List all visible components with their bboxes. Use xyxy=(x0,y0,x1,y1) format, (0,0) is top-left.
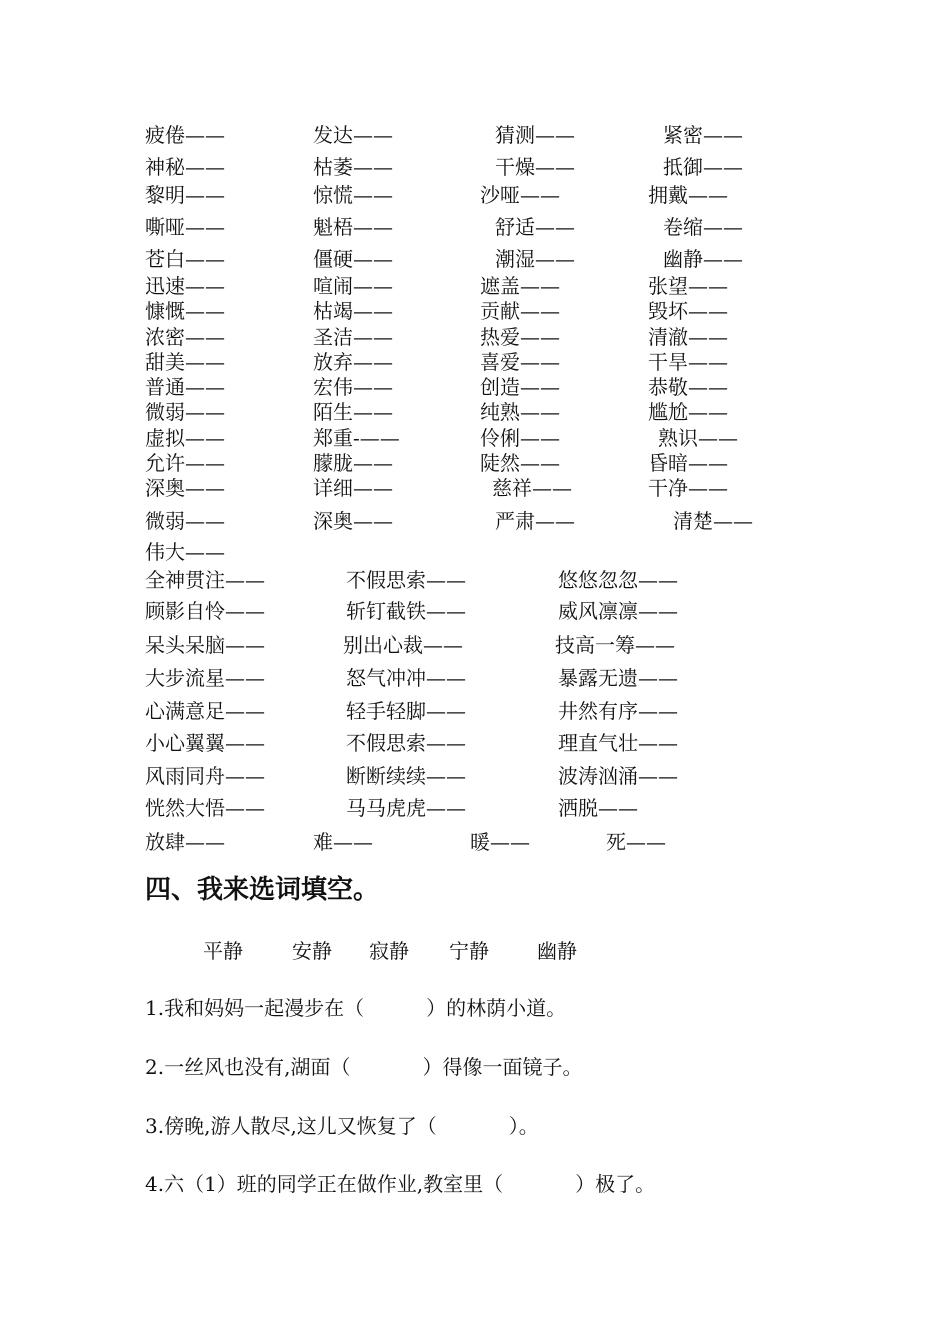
antonym-item: 沙哑—— xyxy=(480,183,560,207)
idiom-row xyxy=(0,663,950,693)
idiom-item: 全神贯注—— xyxy=(145,568,265,592)
antonym-item: 热爱—— xyxy=(480,325,560,349)
antonym-item: 微弱—— xyxy=(145,509,225,533)
idiom-item: 怒气冲冲—— xyxy=(346,666,466,690)
antonym-item: 死—— xyxy=(606,830,666,854)
antonym-item: 卷缩—— xyxy=(663,215,743,239)
idiom-row xyxy=(0,630,950,660)
antonym-item: 虚拟—— xyxy=(145,426,225,450)
antonym-row xyxy=(0,506,950,536)
antonym-item: 迅速—— xyxy=(145,274,225,298)
antonym-item: 难—— xyxy=(313,830,373,854)
antonym-item: 舒适—— xyxy=(495,215,575,239)
antonym-item: 紧密—— xyxy=(663,123,743,147)
idiom-item: 小心翼翼—— xyxy=(145,731,265,755)
idiom-item: 大步流星—— xyxy=(145,666,265,690)
idiom-item: 风雨同舟—— xyxy=(145,764,265,788)
antonym-item: 郑重-—— xyxy=(313,426,400,450)
antonym-item: 喜爱—— xyxy=(480,350,560,374)
sentence-text: 2.一丝风也没有,湖面（ xyxy=(145,1055,351,1079)
fill-sentence xyxy=(145,992,566,1024)
antonym-item: 允许—— xyxy=(145,451,225,475)
antonym-item: 陡然—— xyxy=(480,451,560,475)
idiom-item: 波涛汹涌—— xyxy=(558,764,678,788)
antonym-item: 创造—— xyxy=(480,375,560,399)
antonym-row xyxy=(0,827,950,857)
antonym-row xyxy=(0,244,950,274)
idiom-item: 断断续续—— xyxy=(346,764,466,788)
sentence-text: ）。 xyxy=(508,1114,539,1138)
idiom-item: 暴露无遗—— xyxy=(558,666,678,690)
antonym-item: 干净—— xyxy=(648,476,728,500)
antonym-item: 浓密—— xyxy=(145,325,225,349)
idiom-item: 威风凛凛—— xyxy=(558,599,678,623)
fill-sentence xyxy=(145,1168,655,1200)
idiom-row xyxy=(0,728,950,758)
antonym-item: 清澈—— xyxy=(648,325,728,349)
antonym-item: 严肃—— xyxy=(495,509,575,533)
antonym-item: 放肆—— xyxy=(145,830,225,854)
idiom-row xyxy=(0,565,950,595)
antonym-item: 惊慌—— xyxy=(313,183,393,207)
antonym-item: 毁坏—— xyxy=(648,299,728,323)
sentence-text: 1.我和妈妈一起漫步在（ xyxy=(145,996,365,1020)
antonym-item: 枯萎—— xyxy=(313,155,393,179)
word-option: 安静 xyxy=(292,939,332,963)
idiom-row xyxy=(0,793,950,823)
antonym-item: 张望—— xyxy=(648,274,728,298)
idiom-item: 恍然大悟—— xyxy=(145,796,265,820)
word-option: 平静 xyxy=(203,939,243,963)
idiom-item: 斩钉截铁—— xyxy=(346,599,466,623)
idiom-item: 不假思索—— xyxy=(346,568,466,592)
sentence-text: ）得像一面镜子。 xyxy=(422,1055,583,1079)
antonym-item: 朦胧—— xyxy=(313,451,393,475)
antonym-item: 猜测—— xyxy=(495,123,575,147)
idiom-row xyxy=(0,696,950,726)
sentence-text: ）的林荫小道。 xyxy=(426,996,567,1020)
idiom-item: 顾影自怜—— xyxy=(145,599,265,623)
antonym-item: 微弱—— xyxy=(145,400,225,424)
antonym-item: 普通—— xyxy=(145,375,225,399)
antonym-item: 深奥—— xyxy=(313,509,393,533)
antonym-item: 干燥—— xyxy=(495,155,575,179)
antonym-item: 恭敬—— xyxy=(648,375,728,399)
antonym-item: 干旱—— xyxy=(648,350,728,374)
antonym-item: 慈祥—— xyxy=(492,476,572,500)
idiom-row xyxy=(0,596,950,626)
idiom-item: 理直气壮—— xyxy=(558,731,678,755)
antonym-item: 抵御—— xyxy=(663,155,743,179)
antonym-row xyxy=(0,180,950,210)
antonym-item: 深奥—— xyxy=(145,476,225,500)
antonym-item: 嘶哑—— xyxy=(145,215,225,239)
antonym-row xyxy=(0,120,950,150)
sentence-text: ）极了。 xyxy=(575,1172,656,1196)
antonym-item: 昏暗—— xyxy=(648,451,728,475)
antonym-row xyxy=(0,537,950,567)
antonym-item: 伟大—— xyxy=(145,540,225,564)
antonym-item: 放弃—— xyxy=(313,350,393,374)
antonym-item: 发达—— xyxy=(313,123,393,147)
sentence-text: 4.六（1）班的同学正在做作业,教室里（ xyxy=(145,1172,504,1196)
antonym-row xyxy=(0,152,950,182)
antonym-item: 僵硬—— xyxy=(313,247,393,271)
word-option: 寂静 xyxy=(369,939,409,963)
antonym-row xyxy=(0,473,950,503)
antonym-item: 喧闹—— xyxy=(313,274,393,298)
antonym-item: 神秘—— xyxy=(145,155,225,179)
section-title: 四、我来选词填空。 xyxy=(145,875,380,905)
idiom-item: 轻手轻脚—— xyxy=(346,699,466,723)
antonym-item: 疲倦—— xyxy=(145,123,225,147)
idiom-item: 悠悠忽忽—— xyxy=(558,568,678,592)
antonym-item: 伶俐—— xyxy=(480,426,560,450)
word-options xyxy=(0,935,950,967)
antonym-item: 遮盖—— xyxy=(480,274,560,298)
idiom-item: 别出心裁—— xyxy=(343,633,463,657)
antonym-item: 尴尬—— xyxy=(648,400,728,424)
fill-sentence xyxy=(145,1110,539,1142)
antonym-item: 暖—— xyxy=(470,830,530,854)
idiom-item: 呆头呆脑—— xyxy=(145,633,265,657)
word-option: 宁静 xyxy=(449,939,489,963)
antonym-item: 枯竭—— xyxy=(313,299,393,323)
antonym-item: 黎明—— xyxy=(145,183,225,207)
antonym-item: 贡献—— xyxy=(480,299,560,323)
antonym-item: 纯熟—— xyxy=(480,400,560,424)
idiom-item: 技高一筹—— xyxy=(555,633,675,657)
antonym-item: 慷慨—— xyxy=(145,299,225,323)
antonym-row xyxy=(0,212,950,242)
idiom-item: 不假思索—— xyxy=(346,731,466,755)
idiom-item: 洒脱—— xyxy=(558,796,638,820)
idiom-row xyxy=(0,761,950,791)
antonym-item: 魁梧—— xyxy=(313,215,393,239)
antonym-item: 拥戴—— xyxy=(648,183,728,207)
sentence-text: 3.傍晚,游人散尽,这儿又恢复了（ xyxy=(145,1114,437,1138)
idiom-item: 心满意足—— xyxy=(145,699,265,723)
idiom-item: 马马虎虎—— xyxy=(346,796,466,820)
antonym-item: 圣洁—— xyxy=(313,325,393,349)
antonym-item: 苍白—— xyxy=(145,247,225,271)
antonym-item: 清楚—— xyxy=(673,509,753,533)
antonym-item: 潮湿—— xyxy=(495,247,575,271)
antonym-item: 陌生—— xyxy=(313,400,393,424)
idiom-item: 井然有序—— xyxy=(558,699,678,723)
antonym-item: 详细—— xyxy=(313,476,393,500)
antonym-item: 宏伟—— xyxy=(313,375,393,399)
antonym-item: 幽静—— xyxy=(663,247,743,271)
word-option: 幽静 xyxy=(537,939,577,963)
fill-sentence xyxy=(145,1051,582,1083)
antonym-item: 甜美—— xyxy=(145,350,225,374)
antonym-item: 熟识—— xyxy=(658,426,738,450)
